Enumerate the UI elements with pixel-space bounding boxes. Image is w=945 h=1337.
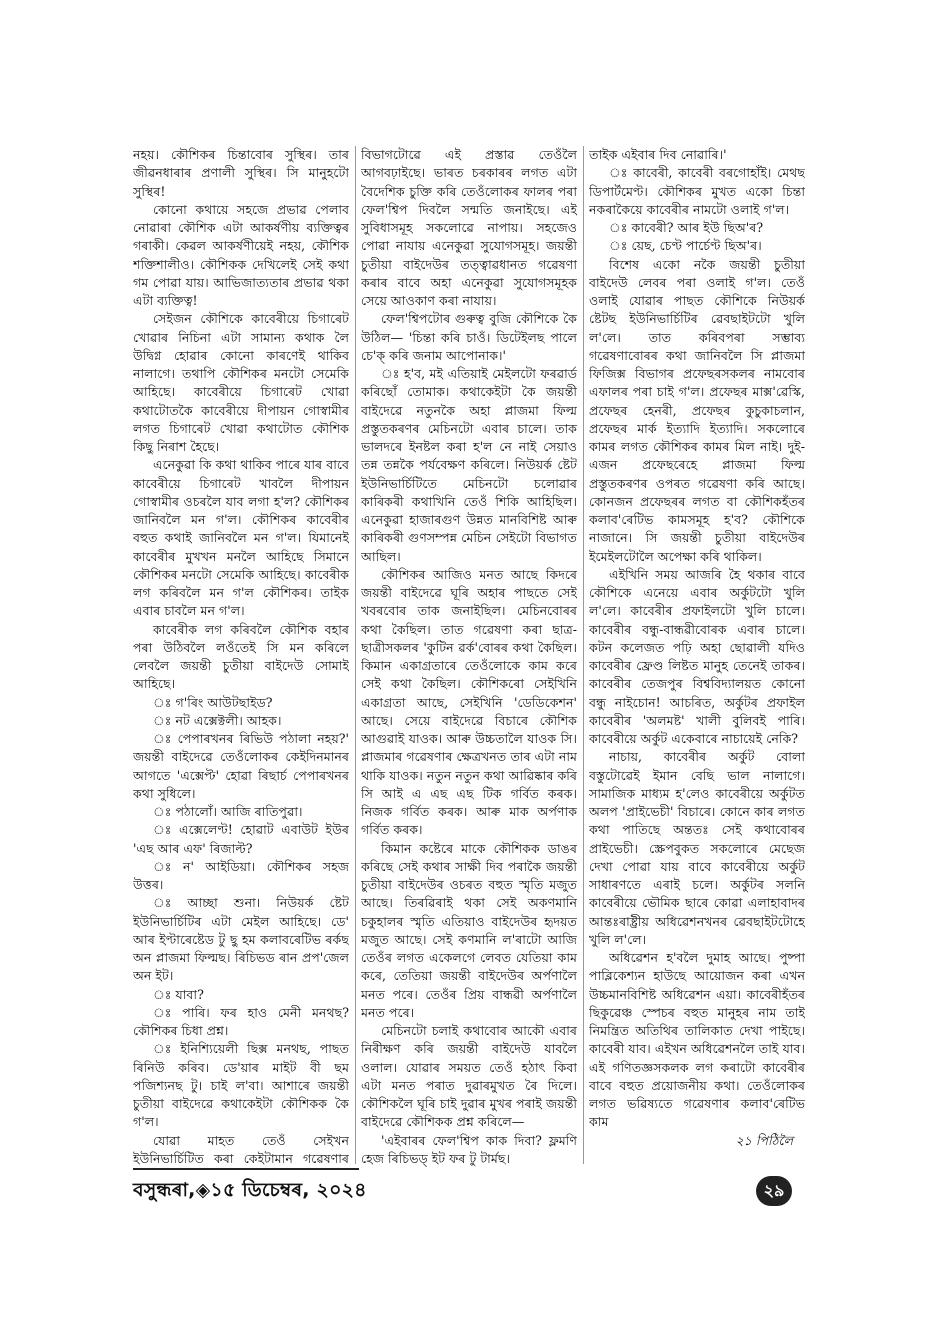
article-paragraph: ঃ কাবেৰী? আৰ ইউ ছিঅ'ৰ? xyxy=(609,220,764,235)
article-paragraph: ঃ যাবা? xyxy=(153,986,204,1002)
continued-on-page-note: ২১ পিঠিলৈ xyxy=(735,1132,793,1148)
article-paragraph: বিভাগটোৱে এই প্ৰস্তাৱ তেওঁলৈ আগবঢ়াইছে। ভাৰত চৰকাৰৰ লগত এটা বৈদেশিক চুক্তি কৰি তেওঁলোকৰ ফালৰ পৰা ফেল'শ্বিপ দিবলৈ সন্মতি জনাইছে। এই সুবিধাসমূহ সকলোৱে নাপায়। সহজেও পোৱা নাযায় এনেকুৱা সুযোগসমূহ। জয়ন্তী চুতীয়া বাইদেউৰ তত্ত্বাৱধানত গৱেষণা কৰাৰ বাবে অহা এনেকুৱা সুযোগসমূহক সেয়ে আওকাণ কৰা নাযায়। xyxy=(361,147,577,308)
article-paragraph: ঃ আচ্ছা শুনা। নিউয়ৰ্ক ষ্টেট ইউনিভাৰ্চিটিৰ এটা মেইল আহিছে। ডে' আৰ ইণ্টাৰেষ্টেড টু ছু হম কলাবৰেটিভ ৰৰ্কছ অন প্লাজমা ফিল্মছ। ৰিচিভড ৰান প্ৰপ'জেল অন ইট। xyxy=(133,895,349,984)
footer-rule xyxy=(133,1168,359,1170)
article-paragraph: কাবেৰীক লগ কৰিবলৈ কৌশিক বহাৰ পৰা উঠিবলৈ লওঁতেই সি মন কৰিলে লেবলৈ জয়ন্তী চুতীয়া বাইদেউ সোমাই আহিছে। xyxy=(133,621,349,692)
article-paragraph: সেইজন কৌশিকে কাবেৰীয়ে চিগাৰেট খোৱাৰ নিচিনা এটা সামান্য কথাক লৈ উদ্বিগ্ন হোৱাৰ কোনো কাৰণেই থাকিব নালাগে। তথাপি কৌশিকৰ মনটো সেমেকি আহিছে। কাবেৰীয়ে চিগাৰেট খোৱা কথাটোতকৈ কাবেৰীয়ে দীপায়ন গোস্বামীৰ লগত চিগাৰেট খোৱা কথাটোত কৌশিক কিছু নিৰাশ হৈছে। xyxy=(133,311,349,454)
article-paragraph: ঃ হ'ব, মই এতিয়াই মেইলটো ফৰৱাৰ্ড কৰিছোঁ তোমাক। কথাকেইটা কৈ জয়ন্তী বাইদেৱে নতুনকৈ অহা প্লাজমা ফিল্ম প্ৰস্তুতকৰণৰ মেচিনটো এবাৰ চালে। তাক ভালদৰে ইনষ্টল কৰা হ'ল নে নাই সেয়াও তন্ন তন্নকৈ পৰ্যবেক্ষণ কৰিলে। নিউয়ৰ্ক ষ্টেট ইউনিভাৰ্চিটিতে মেচিনটো চলোৱাৰ কাৰিকৰী কথাখিনি তেওঁ শিকি আহিছিল। এনেকুৱা হাজাৰগুণ উন্নত মানবিশিষ্ট আৰু কাৰিকৰী গুণসম্পন্ন মেচিন সেইটো বিভাগত আছিল। xyxy=(361,366,577,564)
footer-issue-label: বসুন্ধৰা,◈১৫ ডিচেম্বৰ, ২০২৪ xyxy=(133,1179,367,1201)
article-paragraph: ঃ পেপাৰখনৰ ৰিভিউ পঠালা নহয়?' জয়ন্তী বাইদেৱে তেওঁলোকৰ কেইদিনমানৰ আগতে 'এক্সেপ্ট' হোৱা ৰিছাৰ্চ পেপাৰখনৰ কথা সুধিলে। xyxy=(133,731,349,801)
article-paragraph: যোৱা মাহত তেওঁ সেইখন ইউনিভাৰ্চিটিত কৰা কেইটামান গৱেষণাৰ xyxy=(133,1132,349,1166)
article-paragraph: নহয়। কৌশিকৰ চিন্তাবোৰ সুস্থিৰ। তাৰ জীৱনধাৰাৰ প্ৰণালী সুস্থিৰ। সি মানুহটো সুস্থিৰ! xyxy=(133,147,349,199)
article-paragraph: বিশেষ একো নকৈ জয়ন্তী চুতীয়া বাইদেউ লেবৰ পৰা ওলাই গ'ল। তেওঁ ওলাই যোৱাৰ পাছত কৌশিকে নিউয়ৰ্ক ষ্টেটছ ইউনিভাৰ্চিটিৰ ৱেবছাইটটো খুলি ল'লে। তাত কৰিবপৰা সম্ভাব্য গৱেষণাবোৰৰ কথা জানিবলৈ সি প্লাজমা ফিজিক্স বিভাগৰ প্ৰফেছৰসকলৰ নামবোৰ এফালৰ পৰা চাই গ'ল। প্ৰফেছৰ মাক্স'ৱেস্কি, প্ৰফেছৰ হেনৰী, প্ৰফেছৰ কুচুকাচলান, প্ৰফেছৰ মাৰ্ক ইত্যাদি ইত্যাদি। সকলোৰে কামৰ লগত কৌশিকৰ কামৰ মিল নাই। দুই- এজন প্ৰফেছৰেহে প্লাজমা ফিল্ম প্ৰস্তুতকৰণৰ ওপৰত গৱেষণা কৰি আছে। কোনজন প্ৰফেছৰৰ লগত বা কৌশিকহঁতৰ কলাব'ৰেটিভ কামসমূহ হ'ব? কৌশিকে নাজানে। সি জয়ন্তী চুতীয়া বাইদেউৰ ইমেইলটোলৈ অপেক্ষা কৰি থাকিল। xyxy=(589,256,805,564)
article-paragraph: ঃ গ'ৰিং আউটছাইড? xyxy=(153,694,273,710)
article-paragraph: কৌশিকৰ আজিও মনত আছে কিদৰে জয়ন্তী বাইদেৱে ঘূৰি অহাৰ পাছতে সেই খবৰবোৰ তাক জনাইছিল। মেচিনবোৰৰ কথা কৈছিল। তাত গৱেষণা কৰা ছাত্ৰ-ছাত্ৰীসকলৰ 'কুটিন ৱৰ্ক'বোৰৰ কথা কৈছিল। কিমান একাগ্ৰতাৰে তেওঁলোকে কাম কৰে সেই কথা কৈছিল। কৌশিকৰো সেইখিনি একাগ্ৰতা আছে, সেইখিনি 'ডেডিকেশন' আছে। সেয়ে বাইদেৱে বিচাৰে কৌশিক আগুৱাই যাওক। আৰু উচ্চতালৈ যাওক সি। প্লাজমাৰ গৱেষণাৰ ক্ষেত্ৰখনত তাৰ এটা নাম থাকি যাওক। নতুন নতুন কথা আৱিষ্কাৰ কৰি সি আই এ এছ এছ টিক গৰ্বিত কৰক। নিজক গৰ্বিত কৰক। আৰু মাক অৰ্পণাক গৰ্বিত কৰক। xyxy=(361,566,577,838)
article-paragraph: ঃ পঠালোঁ। আজি ৰাতিপুৱা। xyxy=(153,804,303,819)
article-paragraph: ফেল'শ্বিপটোৰ গুৰুত্ব বুজি কৌশিকে কৈ উঠিল— 'চিন্তা কৰি চাওঁ। ডিটেইলছ পালে চে'ক্ কৰি জনাম আপোনাক।' xyxy=(361,311,577,363)
article-paragraph: এইখিনি সময় আজৰি হৈ থকাৰ বাবে কৌশিকে এনেয়ে এবাৰ অৰ্কুটটো খুলি ল'লে। কাবেৰীৰ প্ৰফাইলটো খুলি চালে। কাবেৰীৰ বন্ধু-বান্ধৱীবোৰক এবাৰ চালে। কটন কলেজত পঢ়ি অহা ছোৱালী যদিও কাবেৰীৰ ফ্ৰেণ্ড লিষ্টত মানুহ তেনেই তাকৰ। কাবেৰীৰ তেজপুৰ বিশ্ববিদ্যালয়ত কোনো বন্ধু নাইচোন! আচৰিত, অৰ্কুটৰ প্ৰফাইল কাবেৰীৰ 'অলমষ্ট' খালী বুলিবই পাৰি। কাবেৰীয়ে অৰ্কুট একেবাৰে নাচায়েই নেকি? xyxy=(589,566,805,746)
article-paragraph: ঃ কাবেৰী, কাবেৰী বৰগোহাঁই। মেথছ ডিপাৰ্টমেণ্ট। কৌশিকৰ মুখত একো চিন্তা নকৰাকৈয়ে কাবেৰীৰ নামটো ওলাই গ'ল। xyxy=(589,165,805,217)
article-paragraph: ঃ নট এক্সেক্টলী। আহক। xyxy=(153,712,282,728)
article-column-1 xyxy=(133,146,349,1170)
article-columns xyxy=(133,146,805,1170)
article-paragraph: নাচায়, কাবেৰীৰ অৰ্কুট বোলা বস্তুটোৱেই ইমান বেছি ভাল নালাগে। সামাজিক মাধ্যম হ'লেও কাবেৰীয়ে অৰ্কুটত অলপ 'প্ৰাইভেচী' বিচাৰে। কোনে কাৰ লগত কথা পাতিছে অন্ততঃ সেই কথাবোৰৰ প্ৰাইভেচী। স্ক্ৰেপবুকত সকলোৰে মেছেজ দেখা পোৱা যায় বাবে কাবেৰীয়ে অৰ্কুট সাধাৰণতে এৰাই চলে। অৰ্কুটৰ সলনি কাবেৰীয়ে ভৌমিক ছাৰে কোৱা এলাহাবাদৰ আন্তঃৰাষ্ট্ৰীয় অধিৱেশনখনৰ ৱেবছাইটটোহে খুলি ল'লে। xyxy=(589,749,805,947)
column-divider xyxy=(583,146,584,1164)
column-divider xyxy=(355,146,356,1164)
article-paragraph: কিমান কষ্টেৰে মাকে কৌশিকক ডাঙৰ কৰিছে সেই কথাৰ সাক্ষী দিব পৰাকৈ জয়ন্তী চুতীয়া বাইদেউৰ ওচৰত বহুত স্মৃতি মজুত আছে। তিৰৱিৰাই থকা সেই অকণমানি চকুহালৰ স্মৃতি এতিয়াও বাইদেউৰ হৃদয়ত মজুত আছে। সেই কণমানি ল'ৰাটো আজি তেওঁৰ লগত একেলগে লেবত যেতিয়া কাম কৰে, তেতিয়া জয়ন্তী বাইদেউৰ অৰ্পণালৈ মনত পৰে। তেওঁৰ প্ৰিয় বান্ধৱী অৰ্পণালৈ মনত পৰে। xyxy=(361,840,577,1020)
article-paragraph: 'এইবাৰৰ ফেল'শ্বিপ কাক দিবা? ফ্লমণি হেজ ৰিচিভড্ ইট ফৰ টু টাৰ্মছ। xyxy=(361,1132,577,1166)
article-column-2 xyxy=(361,146,577,1170)
article-paragraph: ঃ য়েছ, চেণ্ট পাৰ্চেণ্ট ছিঅ'ৰ। xyxy=(609,238,762,254)
article-paragraph: ঃ পাৰি। ফৰ হাও মেনী মনথছ? কৌশিকৰ চিধা প্ৰশ্ন। xyxy=(133,1004,349,1038)
article-paragraph: ঃ এক্সেলেণ্ট! হোৱাট এবাউট ইউৰ 'এছ আৰ এফ' ৰিজাল্ট? xyxy=(133,822,349,856)
article-paragraph: তাইক এইবাৰ দিব নোৱাৰি।' xyxy=(589,147,727,162)
article-paragraph: কোনো কথায়ে সহজে প্ৰভাৱ পেলাব নোৱাৰা কৌশিক এটা আকৰ্ষণীয় ব্যক্তিত্বৰ গৰাকী। কেৱল আকৰ্ষণীয়েই নহয়, কৌশিক শক্তিশালীও। কৌশিকক দেখিলেই সেই কথা গম পোৱা যায়। আভিজাত্যতাৰ প্ৰভাৱ থকা এটা ব্যক্তিত্ব! xyxy=(133,201,349,308)
page-number-badge: ২৯ xyxy=(756,1176,792,1206)
article-paragraph: ঃ ন' আইডিয়া। কৌশিকৰ সহজ উত্তৰ। xyxy=(133,858,349,892)
article-paragraph: এনেকুৱা কি কথা থাকিব পাৰে যাৰ বাবে কাবেৰীয়ে চিগাৰেট খাবলৈ দীপায়ন গোস্বামীৰ ওচৰলৈ যাব লগা হ'ল? কৌশিকৰ জানিবলৈ মন গ'ল। কৌশিকৰ কাবেৰীৰ বহুত কথাই জানিবলৈ মন গ'ল। যিমানেই কাবেৰীৰ মুখখন মনলৈ আহিছে সিমানে কৌশিকৰ মনটো সেমেকি আহিছে। কাবেৰীক লগ কৰিবলৈ মন গ'ল কৌশিকৰ। তাইক এবাৰ চাবলৈ মন গ'ল। xyxy=(133,457,349,619)
article-paragraph: ঃ ইনিশ্যিয়েলী ছিক্স মনথছ, পাছত ৰিনিউ কৰিব। ডে'য়াৰ মাইট বী ছম পজিশ্যনছ টু। চাই ল'বা। আশাৰে জয়ন্তী চুতীয়া বাইদেৱে কথাকেইটা কৌশিকক কৈ গ'ল। xyxy=(133,1041,349,1130)
article-paragraph: অধিৱেশন হ'বলৈ দুমাহ আছে। পুষ্পা পাব্লিকেশ্যন হাউছে আয়োজন কৰা এখন উচ্চমানবিশিষ্ট অধিৱেশন এয়া। কাবেৰীহঁতৰ ছিকুৱেঞ্চ স্পেচৰ বহুত মানুহৰ নাম তাই নিমন্ত্ৰিত অতিথিৰ তালিকাত দেখা পাইছে। কাবেৰী যাব। এইখন অধিৱেশনলৈ তাই যাব। এই গণিতজ্ঞসকলক লগ কৰাটো কাবেৰীৰ বাবে বহুত প্ৰয়োজনীয় কথা। তেওঁলোকৰ লগত ভৱিষ্যতে গৱেষণাৰ কলাব'ৰেটিভ কাম xyxy=(589,950,805,1130)
article-paragraph: মেচিনটো চলাই কথাবোৰ আকৌ এবাৰ নিৰীক্ষণ কৰি জয়ন্তী বাইদেউ যাবলৈ ওলাল। যোৱাৰ সময়ত তেওঁ হঠাৎ কিবা এটা মনত পৰাত দুৱাৰমুখত ৰৈ দিলে। কৌশিকলৈ ঘূৰি চাই দুৱাৰ মুখৰ পৰাই জয়ন্তী বাইদেৱে কৌশিকক প্ৰশ্ন কৰিলে— xyxy=(361,1023,577,1130)
article-column-3 xyxy=(589,146,805,1170)
